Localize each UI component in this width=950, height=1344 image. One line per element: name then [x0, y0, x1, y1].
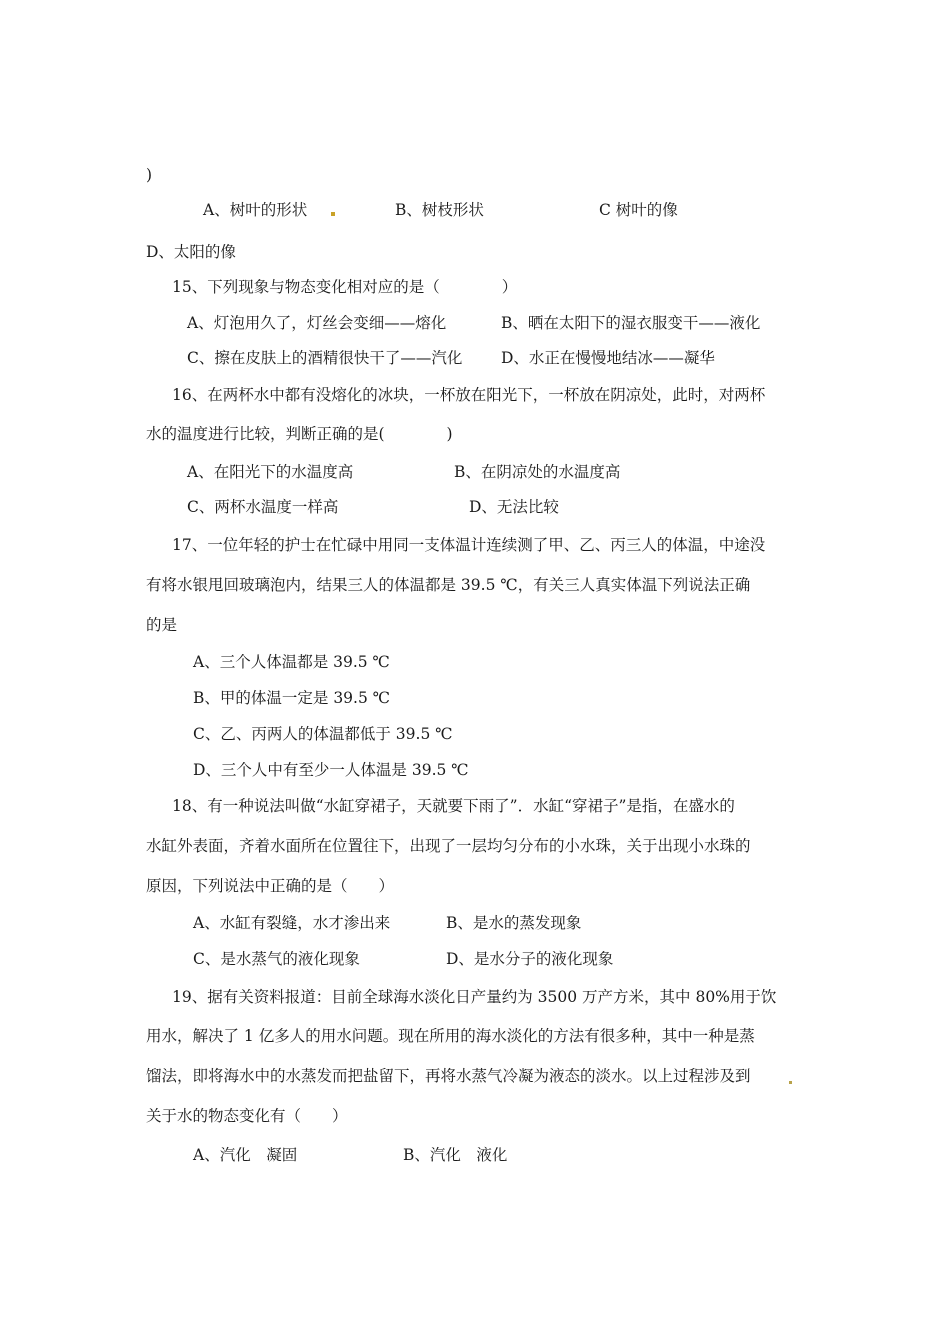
mark-dot [331, 212, 335, 216]
question-14-option-c: C 树叶的像 [599, 201, 678, 219]
question-18-option-c: C、是水蒸气的液化现象 [193, 950, 360, 968]
question-19-stem-line-4: 关于水的物态变化有（ ） [146, 1107, 348, 1125]
question-14-option-b: B、树枝形状 [395, 201, 484, 219]
question-19-stem-line-2: 用水，解决了 1 亿多人的用水问题。现在所用的海水淡化的方法有很多种，其中一种是蒸 [146, 1027, 755, 1045]
question-15-option-c: C、擦在皮肤上的酒精很快干了——汽化 [187, 349, 463, 367]
question-15-option-d: D、水正在慢慢地结冰——凝华 [501, 349, 715, 367]
question-16-stem-line-1: 16、在两杯水中都有没熔化的冰块，一杯放在阳光下，一杯放在阴凉处，此时，对两杯 [172, 386, 766, 404]
question-19-option-a: A、汽化 凝固 [193, 1146, 298, 1164]
question-17-option-c: C、乙、丙两人的体温都低于 39.5 ℃ [193, 725, 453, 743]
question-19-stem-line-1: 19、据有关资料报道：目前全球海水淡化日产量约为 3500 万产方米，其中 80%用于饮 [172, 988, 777, 1006]
question-17-stem-line-3: 的是 [146, 616, 178, 634]
question-18-option-b: B、是水的蒸发现象 [446, 914, 582, 932]
question-15-option-b: B、晒在太阳下的湿衣服变干——液化 [501, 314, 761, 332]
question-14-closing-paren: ) [146, 166, 153, 184]
question-17-option-a: A、三个人体温都是 39.5 ℃ [193, 653, 390, 671]
question-18-option-a: A、水缸有裂缝，水才渗出来 [193, 914, 391, 932]
question-18-stem-line-1: 18、有一种说法叫做“水缸穿裙子，天就要下雨了”．水缸“穿裙子”是指，在盛水的 [172, 797, 735, 815]
question-16-option-b: B、在阴凉处的水温度高 [454, 463, 621, 481]
question-19-option-b: B、汽化 液化 [403, 1146, 508, 1164]
question-17-option-b: B、甲的体温一定是 39.5 ℃ [193, 689, 391, 707]
question-17-stem-line-1: 17、一位年轻的护士在忙碌中用同一支体温计连续测了甲、乙、丙三人的体温，中途没 [172, 536, 766, 554]
question-16-option-a: A、在阳光下的水温度高 [187, 463, 354, 481]
question-16-option-c: C、两杯水温度一样高 [187, 498, 339, 516]
question-14-option-d: D、太阳的像 [146, 243, 236, 261]
question-18-stem-line-3: 原因，下列说法中正确的是（ ） [146, 877, 395, 895]
question-17-stem-line-2: 有将水银甩回玻璃泡内，结果三人的体温都是 39.5 ℃，有关三人真实体温下列说法正确 [146, 576, 751, 594]
question-15-option-a: A、灯泡用久了，灯丝会变细——熔化 [187, 314, 447, 332]
question-18-option-d: D、是水分子的液化现象 [446, 950, 614, 968]
question-16-stem-line-2: 水的温度进行比较，判断正确的是( ) [146, 425, 453, 443]
question-15-stem: 15、下列现象与物态变化相对应的是（ ） [172, 278, 518, 296]
question-14-option-a: A、树叶的形状 [203, 201, 308, 219]
mark-dot [789, 1081, 792, 1084]
question-19-stem-line-3: 馏法，即将海水中的水蒸发而把盐留下，再将水蒸气冷凝为液态的淡水。以上过程涉及到 [146, 1067, 751, 1085]
question-16-option-d: D、无法比较 [469, 498, 559, 516]
question-17-option-d: D、三个人中有至少一人体温是 39.5 ℃ [193, 761, 469, 779]
question-18-stem-line-2: 水缸外表面，齐着水面所在位置往下，出现了一层均匀分布的小水珠，关于出现小水珠的 [146, 837, 751, 855]
